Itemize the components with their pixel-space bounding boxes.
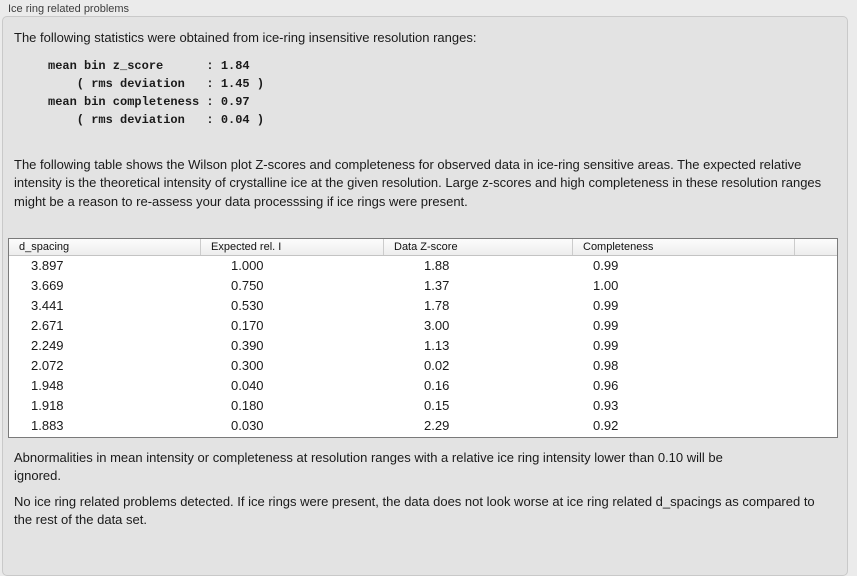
table-row[interactable] <box>9 276 837 296</box>
cell-expected-rel-i: 0.750 <box>231 278 264 293</box>
conclusion-note: No ice ring related problems detected. If ice rings were present, the data does not look worse at ice ring related d_spacings as compared to the rest of the data set. <box>14 494 815 527</box>
cell-data-z-score: 1.37 <box>424 278 450 293</box>
cell-data-z-score: 1.88 <box>424 258 450 273</box>
cell-d-spacing: 1.948 <box>31 378 64 393</box>
cell-data-z-score: 1.78 <box>424 298 450 313</box>
stats-line-mean-completeness: mean bin completeness : 0.97 <box>48 95 250 109</box>
table-row[interactable] <box>9 356 837 376</box>
table-row[interactable] <box>9 296 837 316</box>
cell-expected-rel-i: 0.040 <box>231 378 264 393</box>
cell-completeness: 0.99 <box>593 298 619 313</box>
column-header-filler <box>795 239 837 255</box>
cell-data-z-score: 1.13 <box>424 338 450 353</box>
table-row[interactable] <box>9 396 837 416</box>
cell-data-z-score: 0.02 <box>424 358 450 373</box>
cell-expected-rel-i: 0.300 <box>231 358 264 373</box>
cell-expected-rel-i: 0.530 <box>231 298 264 313</box>
cell-d-spacing: 3.897 <box>31 258 64 273</box>
column-header-completeness[interactable]: Completeness <box>573 239 795 255</box>
cell-data-z-score: 0.16 <box>424 378 450 393</box>
cell-completeness: 0.98 <box>593 358 619 373</box>
cell-d-spacing: 2.671 <box>31 318 64 333</box>
cell-expected-rel-i: 1.000 <box>231 258 264 273</box>
table-header <box>9 239 837 256</box>
cell-expected-rel-i: 0.170 <box>231 318 264 333</box>
stats-line-z-rms-deviation: ( rms deviation : 1.45 ) <box>48 77 265 91</box>
ice-ring-table <box>8 238 838 438</box>
cell-expected-rel-i: 0.030 <box>231 418 264 433</box>
cell-d-spacing: 1.883 <box>31 418 64 433</box>
cell-completeness: 0.96 <box>593 378 619 393</box>
cell-d-spacing: 2.249 <box>31 338 64 353</box>
cell-expected-rel-i: 0.180 <box>231 398 264 413</box>
intro-text: The following statistics were obtained from ice-ring insensitive resolution ranges: <box>14 30 477 45</box>
cell-completeness: 0.93 <box>593 398 619 413</box>
cell-completeness: 1.00 <box>593 278 619 293</box>
stats-line-mean-z-score: mean bin z_score : 1.84 <box>48 59 250 73</box>
stats-block <box>48 57 264 129</box>
column-header-d-spacing[interactable]: d_spacing <box>9 239 201 255</box>
ignore-note: Abnormalities in mean intensity or completeness at resolution ranges with a relative ice ring intensity lower than 0.10 will be ignored. <box>14 450 723 483</box>
stats-line-completeness-rms-deviation: ( rms deviation : 0.04 ) <box>48 113 265 127</box>
table-row[interactable] <box>9 316 837 336</box>
cell-expected-rel-i: 0.390 <box>231 338 264 353</box>
table-row[interactable] <box>9 416 837 436</box>
ice-ring-groupbox <box>2 16 848 576</box>
table-body <box>9 256 837 436</box>
table-row[interactable] <box>9 376 837 396</box>
cell-data-z-score: 2.29 <box>424 418 450 433</box>
cell-completeness: 0.99 <box>593 338 619 353</box>
cell-d-spacing: 2.072 <box>31 358 64 373</box>
table-row[interactable] <box>9 256 837 276</box>
table-row[interactable] <box>9 336 837 356</box>
cell-d-spacing: 3.669 <box>31 278 64 293</box>
cell-d-spacing: 1.918 <box>31 398 64 413</box>
cell-data-z-score: 3.00 <box>424 318 450 333</box>
cell-completeness: 0.92 <box>593 418 619 433</box>
cell-data-z-score: 0.15 <box>424 398 450 413</box>
column-header-data-z-score[interactable]: Data Z-score <box>384 239 573 255</box>
table-description: The following table shows the Wilson plot Z-scores and completeness for observed data in ice-ring sensitive areas. The expected relative intensity is the theoretical intensity of crystalline ice at the given resolution. Large z-scores and high completeness in these resolution ranges might be a reason to re-assess your data processsing if ice rings were present. <box>14 157 822 209</box>
column-header-expected-rel-i[interactable]: Expected rel. I <box>201 239 384 255</box>
panel-title: Ice ring related problems <box>8 3 130 15</box>
cell-d-spacing: 3.441 <box>31 298 64 313</box>
cell-completeness: 0.99 <box>593 318 619 333</box>
cell-completeness: 0.99 <box>593 258 619 273</box>
